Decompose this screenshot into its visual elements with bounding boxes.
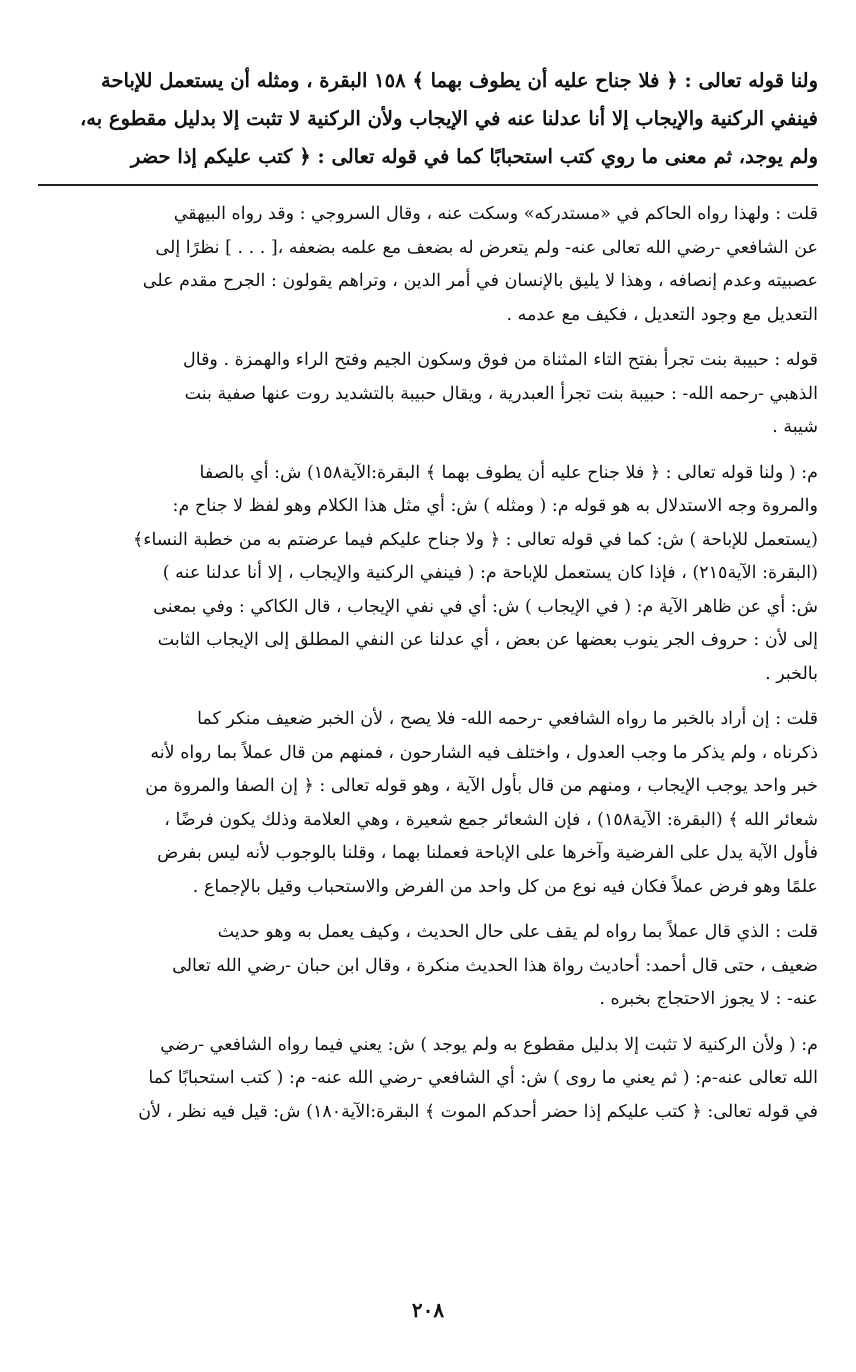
main-text-block: ولنا قوله تعالى : ﴿ فلا جناح عليه أن يطوف بهما ﴾ ١٥٨ البقرة ، ومثله أن يستعمل للإباحة فينفي الركنية والإيجاب إلا أنا عدلنا عنه في الإيجاب ولأن الركنية لا تثبت إلا بدليل مقطوع به، ولم يوجد، ثم معنى ما روي كتب استحبابًا كما في قوله تعالى : ﴿ كتب عليكم إذا حضر (79, 69, 818, 168)
commentary-paragraph: قوله : حبيبة بنت تجرأ بفتح التاء المثناة من فوق وسكون الجيم وفتح الراء والهمزة . وقال الذهبي -رحمه الله- : حبيبة بنت تجرأ العبدرية ، ويقال حبيبة بالتشديد روت عنها صفية بنت شيبة . (183, 350, 818, 437)
page-number: ٢٠٨ (411, 1298, 445, 1322)
commentary-paragraph: م: ( ولنا قوله تعالى : ﴿ فلا جناح عليه أن يطوف بهما ﴾ البقرة:الآية١٥٨) ش: أي بالصفا والمروة وجه الاستدلال به هو قوله م: ( ومثله ) ش: أي مثل هذا الكلام وهو لفظ لا جناح م: (يستعمل للإباحة ) ش: كما في قوله تعالى : ﴿ ولا جناح عليكم فيما عرضتم به من خطبة النساء﴾ (البقرة: الآية٢١٥) ، فإذا كان يستعمل للإباحة م: ( فينفي الركنية والإيجاب ، إلا أنا عدلنا عنه ) ش: أي عن ظاهر الآية م: ( في الإيجاب ) ش: أي في نفي الإيجاب ، قال الكاكي : وفي بمعنى إلى لأن : حروف الجر ينوب بعضها عن بعض ، أي عدلنا عن النفي المطلق إلى الإيجاب الثابت بالخبر . (132, 462, 818, 684)
section-divider (38, 184, 818, 186)
document-page (38, 62, 818, 1372)
commentary-section (38, 198, 818, 1129)
commentary-paragraph: قلت : إن أراد بالخبر ما رواه الشافعي -رحمه الله- فلا يصح ، لأن الخبر ضعيف منكر كما ذكرناه ، ولم يذكر ما وجب العدول ، واختلف فيه الشارحون ، فمنهم من قال عملاً بما رواه لأنه خبر واحد يوجب الإيجاب ، ومنهم من قال بأول الآية ، وهو قوله تعالى : ﴿ إن الصفا والمروة من شعائر الله ﴾ (البقرة: الآية١٥٨) ، فإن الشعائر جمع شعيرة ، وهي العلامة وذلك يكون فرضًا ، فأول الآية يدل على الفرضية وآخرها على الإباحة فعملنا بهما ، وقلنا بالوجوب لأنه ليس بفرض علمًا وهو فرض عملاً فكان فيه نوع من كل واحد من الفرض والاستحباب وقيل بالإجماع . (145, 709, 818, 897)
commentary-paragraph: قلت : ولهذا رواه الحاكم في «مستدركه» وسكت عنه ، وقال السروجي : وقد رواه البيهقي عن الشافعي -رضي الله تعالى عنه- ولم يتعرض له بضعف مع علمه بضعفه ،[ . . . ] نظرًا إلى عصبيته وعدم إنصافه ، وهذا لا يليق بالإنسان في أمر الدين ، وتراهم يقولون : الجرح مقدم على التعديل مع وجود التعديل ، فكيف مع عدمه . (142, 204, 818, 325)
commentary-paragraph: قلت : الذي قال عملاً بما رواه لم يقف على حال الحديث ، وكيف يعمل به وهو حديث ضعيف ، حتى قال أحمد: أحاديث رواة هذا الحديث منكرة ، وقال ابن حبان -رضي الله تعالى عنه- : لا يجوز الاحتجاج بخبره . (172, 922, 818, 1009)
commentary-paragraph: م: ( ولأن الركنية لا تثبت إلا بدليل مقطوع به ولم يوجد ) ش: يعني فيما رواه الشافعي -رضي الله تعالى عنه-م: ( ثم يعني ما روى ) ش: أي الشافعي -رضي الله عنه- م: ( كتب استحبابًا كما في قوله تعالى: ﴿ كتب عليكم إذا حضر أحدكم الموت ﴾ البقرة:الآية١٨٠) ش: قيل فيه نظر ، لأن (138, 1034, 818, 1122)
